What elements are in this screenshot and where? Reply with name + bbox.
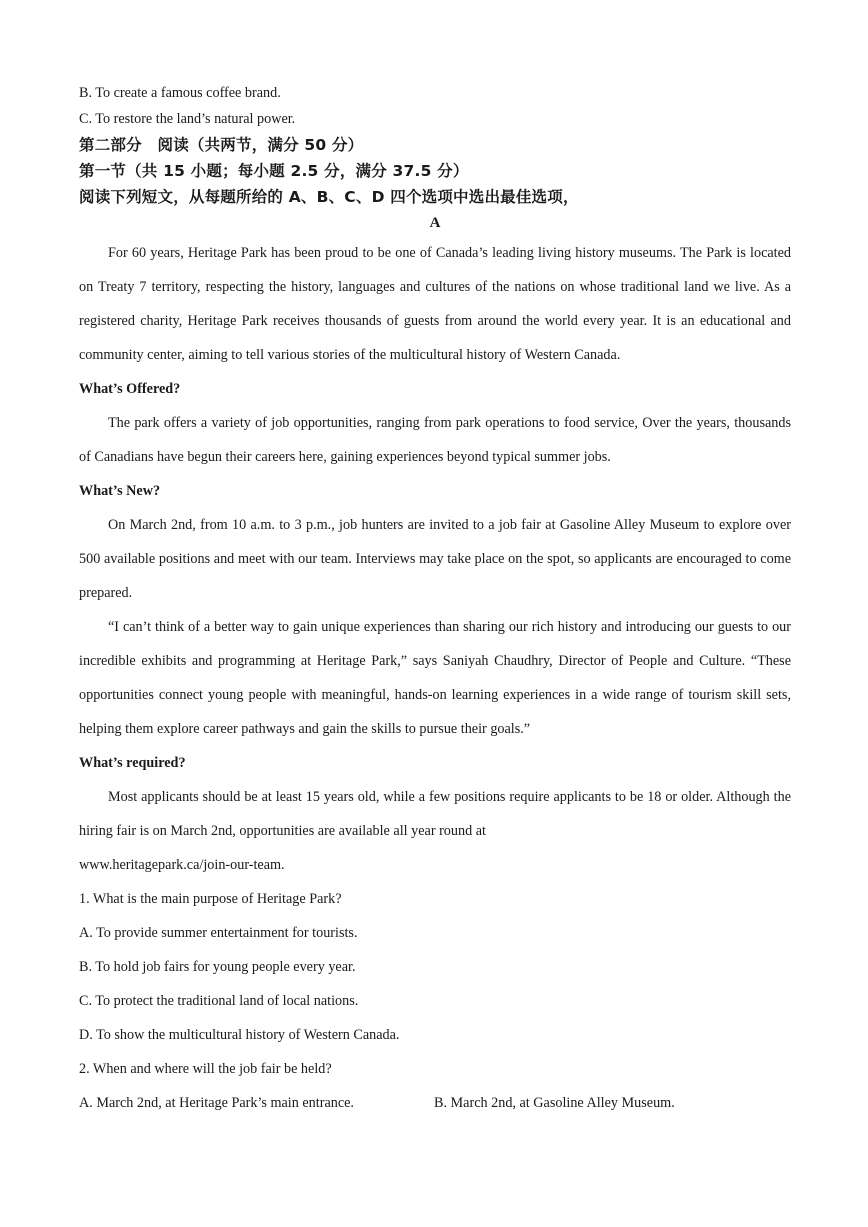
quote-paragraph: “I can’t think of a better way to gain unique experiences than sharing our rich history and introducing our guests to our incredible exhibits and programming at Heritage Park,” says Saniyah Chaudhry, Director of People and Culture. “These opportunities connect young people with meaningful, hands-on learning experiences in a wide range of tourism skill sets, helping them explore career pathways and gain the skills to pursue their goals.” [79, 619, 791, 737]
part-two-header: 第二部分 阅读（共两节，满分 50 分） [79, 136, 364, 154]
offered-heading: What’s Offered? [79, 381, 181, 397]
question-2-stem: 2. When and where will the job fair be held? [79, 1061, 332, 1077]
previous-option-b: B. To create a famous coffee brand. [79, 85, 281, 101]
question-2-option-b: B. March 2nd, at Gasoline Alley Museum. [434, 1095, 675, 1111]
intro-paragraph: For 60 years, Heritage Park has been proud to be one of Canada’s leading living history museums. The Park is located on Treaty 7 territory, respecting the history, languages and cultures of the nations on whose traditional land we live. As a registered charity, Heritage Park receives thousands of guests from around the world every year. It is an educational and community center, aiming to tell various stories of the multicultural history of Western Canada. [79, 245, 791, 363]
new-heading: What’s New? [79, 483, 161, 499]
exam-page [79, 80, 791, 1120]
offered-paragraph: The park offers a variety of job opportunities, ranging from park operations to food service, Over the years, thousands of Canadians have begun their careers here, gaining experiences beyond typical summer jobs. [79, 415, 791, 465]
section-one-header: 第一节（共 15 小题；每小题 2.5 分，满分 37.5 分） [79, 162, 469, 180]
required-url: www.heritagepark.ca/join-our-team. [79, 857, 285, 873]
question-2-options-row [79, 1086, 791, 1120]
question-1-option-c: C. To protect the traditional land of local nations. [79, 993, 359, 1009]
required-paragraph: Most applicants should be at least 15 years old, while a few positions require applicants to be 18 or older. Although the hiring fair is on March 2nd, opportunities are available all year round at [79, 789, 791, 839]
question-1-option-d: D. To show the multicultural history of Western Canada. [79, 1027, 400, 1043]
question-1-stem: 1. What is the main purpose of Heritage Park? [79, 891, 342, 907]
question-1-option-b: B. To hold job fairs for young people every year. [79, 959, 356, 975]
reading-instructions: 阅读下列短文，从每题所给的 A、B、C、D 四个选项中选出最佳选项， [79, 188, 579, 206]
passage-label: A [429, 215, 441, 231]
previous-option-c: C. To restore the land’s natural power. [79, 111, 296, 127]
required-heading: What’s required? [79, 755, 186, 771]
new-paragraph: On March 2nd, from 10 a.m. to 3 p.m., job hunters are invited to a job fair at Gasoline Alley Museum to explore over 500 available positions and meet with our team. Interviews may take place on the spot, so applicants are encouraged to come prepared. [79, 517, 791, 601]
question-2-option-a: A. March 2nd, at Heritage Park’s main entrance. [79, 1095, 354, 1111]
question-1-option-a: A. To provide summer entertainment for tourists. [79, 925, 358, 941]
